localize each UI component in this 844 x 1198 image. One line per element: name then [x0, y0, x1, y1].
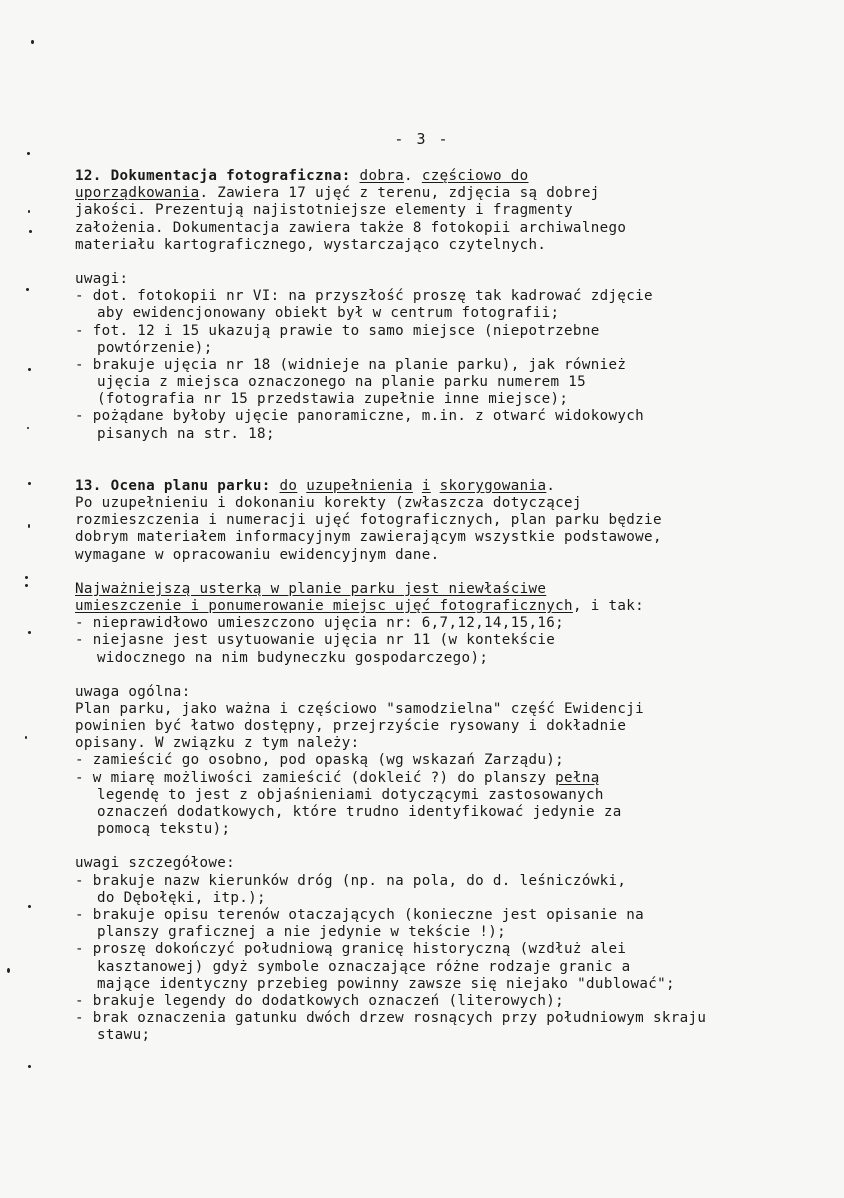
scan-speck — [28, 210, 30, 213]
section-13-first-line: 13. Ocena planu parku: do uzupełnienia i skorygowania. — [75, 477, 556, 494]
detailed-remark-item: - brak oznaczenia gatunku dwóch drzew rosnących przy południowym skraju — [75, 1010, 707, 1027]
general-remark-item-cont: pomocą tekstu); — [97, 821, 231, 838]
general-remark-item: - zamieścić go osobno, pod opaską (wg wskazań Zarządu); — [75, 752, 565, 769]
remarks-heading: uwagi: — [75, 270, 129, 287]
document-body — [75, 168, 795, 1044]
detailed-remarks-heading: uwagi szczegółowe: — [75, 855, 236, 872]
rating-partial-cont: uporządkowania — [75, 185, 200, 202]
scan-speck — [25, 576, 28, 579]
remark-item-cont: pisanych na str. 18; — [97, 425, 275, 442]
section-12-line: uporządkowania. Zawiera 17 ujęć z terenu, zdjęcia są dobrej — [75, 185, 600, 202]
remark-item-cont: aby ewidencjonowany obiekt był w centrum fotografii; — [97, 305, 560, 322]
defect-item: - niejasne jest usytuowanie ujęcia nr 11 (w kontekście — [75, 632, 556, 649]
scan-speck — [29, 230, 32, 233]
rating-good: dobra — [359, 168, 405, 184]
detailed-remark-item-cont: mające identyczny przebieg powinny zawsze się niejako "dublować"; — [97, 975, 675, 992]
general-remark-line: opisany. W związku z tym należy: — [75, 735, 360, 752]
remark-item: - brakuje ujęcia nr 18 (widnieje na planie parku), jak również — [75, 356, 627, 373]
scan-speck — [26, 288, 29, 291]
detailed-remark-item-cont: stawu; — [97, 1027, 151, 1044]
scan-speck — [28, 368, 31, 371]
general-remark-heading: uwaga ogólna: — [75, 683, 191, 700]
page-number: - 3 - — [394, 130, 450, 148]
defect-item: - nieprawidłowo umieszczono ujęcia nr: 6,7,12,14,15,16; — [75, 615, 565, 632]
section-12-line: jakości. Prezentują najistotniejsze elementy i fragmenty — [75, 202, 573, 219]
remark-item: - pożądane byłoby ujęcie panoramiczne, m.in. z otwarć widokowych — [75, 408, 645, 425]
remark-item-cont: ujęcia z miejsca oznaczonego na planie parku numerem 15 — [97, 374, 587, 391]
section-13-line: Po uzupełnieniu i dokonaniu korekty (zwłaszcza dotyczącej — [75, 495, 582, 511]
scan-speck — [28, 524, 30, 528]
remark-item: - dot. fotokopii nr VI: na przyszłość proszę tak kadrować zdjęcie — [75, 288, 653, 305]
scan-speck — [25, 584, 28, 587]
section-13-line: dobrym materiałem informacyjnym zawierającym wszystkie podstawowe, — [75, 529, 662, 546]
detailed-remark-item-cont: do Dębołęki, itp.); — [97, 889, 266, 906]
remark-item-cont: powtórzenie); — [97, 339, 213, 356]
scan-speck — [28, 631, 31, 634]
detailed-remark-item-cont: kasztanowej) gdyż symbole oznaczające różne rodzaje granic a — [97, 958, 631, 975]
scan-speck — [28, 905, 31, 908]
remark-item: - fot. 12 i 15 ukazują prawie to samo miejsce (niepotrzebne — [75, 322, 600, 339]
general-remark-item-cont: legendę to jest z objaśnieniami dotyczącymi zastosowanych — [97, 786, 604, 803]
rating-partial: częściowo do — [421, 168, 529, 184]
section-12-line: materiału kartograficznego, wystarczająco czytelnych. — [75, 236, 547, 253]
scan-speck — [28, 482, 31, 485]
section-13-heading: 13. Ocena planu parku: — [75, 477, 271, 494]
main-defect-line: Najważniejszą usterką w planie parku jest niewłaściwe — [75, 580, 547, 597]
scan-speck — [27, 152, 30, 155]
section-13-line: wymagane w opracowaniu ewidencyjnym dane. — [75, 546, 440, 563]
scan-speck — [28, 1065, 31, 1068]
main-defect-line: umieszczenie i ponumerowanie miejsc ujęć fotograficznych, i tak: — [75, 597, 645, 614]
general-remark-line: powinien być łatwo dostępny, przejrzyście rysowany i dokładnie — [75, 718, 627, 735]
scan-speck — [25, 736, 27, 739]
general-remark-item-cont: oznaczeń dodatkowych, które trudno identyfikować jedynie za — [97, 804, 622, 820]
scan-speck — [27, 427, 29, 429]
section-13-line: rozmieszczenia i numeracji ujęć fotograficznych, plan parku będzie — [75, 512, 662, 529]
detailed-remark-item: - proszę dokończyć południową granicę historyczną (wzdłuż alei — [75, 941, 627, 958]
detailed-remark-item-cont: planszy graficznej a nie jedynie w tekście !); — [97, 924, 507, 941]
detailed-remark-item: - brakuje legendy do dodatkowych oznaczeń (literowych); — [75, 992, 565, 1009]
section-12-first-line: 12. Dokumentacja fotograficzna: dobra. częściowo do — [75, 168, 529, 184]
scan-speck — [31, 40, 34, 44]
scan-speck — [7, 968, 10, 973]
section-12-heading: 12. Dokumentacja fotograficzna: — [75, 168, 351, 184]
defect-item-cont: widocznego na nim budyneczku gospodarczego); — [97, 649, 489, 666]
general-remark-item: - w miarę możliwości zamieścić (dokleić ?) do planszy pełną — [75, 769, 600, 786]
section-12-line: założenia. Dokumentacja zawiera także 8 fotokopii archiwalnego — [75, 219, 627, 236]
detailed-remark-item: - brakuje opisu terenów otaczających (konieczne jest opisanie na — [75, 906, 645, 923]
remark-item-cont: (fotografia nr 15 przedstawia zupełnie inne miejsce); — [97, 391, 569, 408]
detailed-remark-item: - brakuje nazw kierunków dróg (np. na pola, do d. leśniczówki, — [75, 872, 627, 889]
general-remark-line: Plan parku, jako ważna i częściowo "samodzielna" część Ewidencji — [75, 700, 645, 717]
